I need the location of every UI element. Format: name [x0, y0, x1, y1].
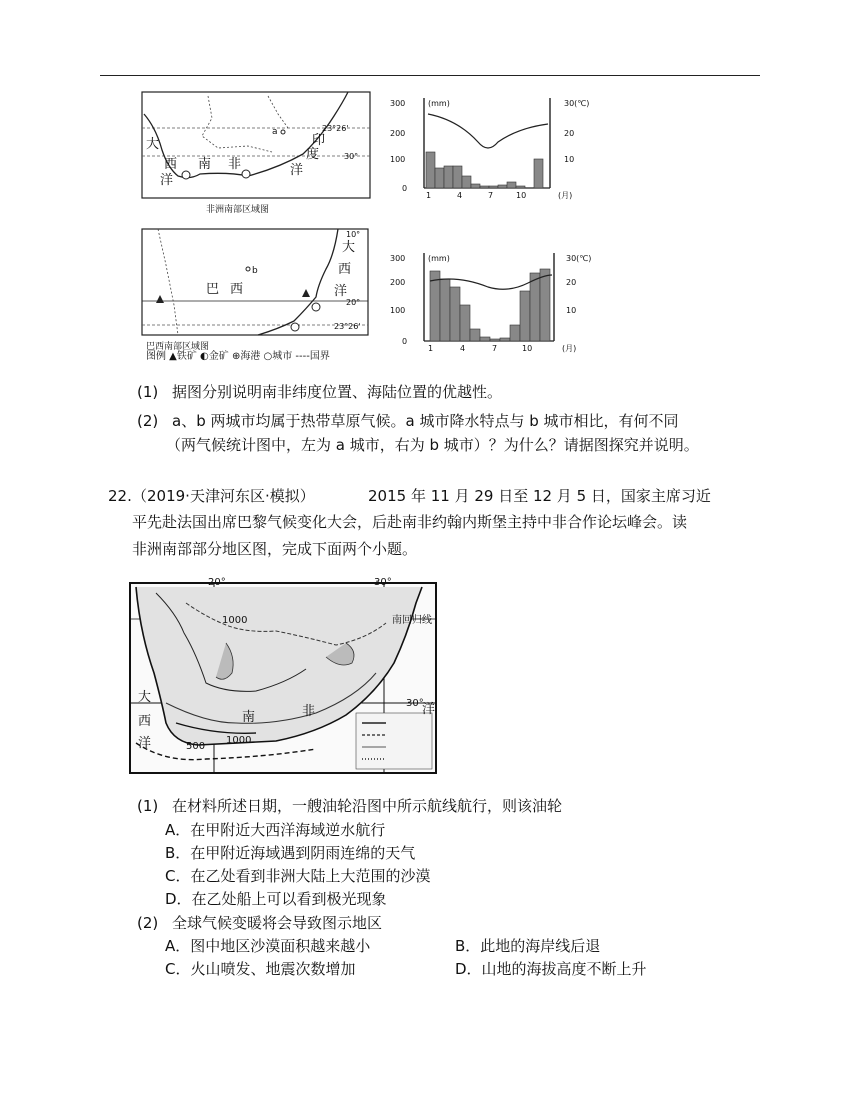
chart2-rtick-20: 20	[566, 278, 577, 287]
chart2-ytick-300: 300	[390, 254, 406, 263]
map1-letter-a: a	[272, 127, 278, 137]
chart2-xtick-4: 4	[460, 344, 466, 353]
q22-sub1-number: (1)	[137, 797, 159, 815]
map1-lat-mid: 30°	[344, 152, 359, 161]
chart1-rtick-20: 20	[564, 129, 575, 138]
q21-sub1-number: (1)	[137, 383, 159, 401]
q21-sub2-text-1: a、b 两城市均属于热带草原气候。a 城市降水特点与 b 城市相比，有何不同	[172, 412, 679, 430]
climate-chart-a	[388, 92, 618, 202]
chart1-unit-left: (mm)	[428, 99, 450, 108]
q22-map-contour-1: 1000	[222, 615, 248, 626]
chart2-unit-right: 30(℃)	[566, 254, 592, 263]
south-africa-map	[138, 88, 378, 218]
chart1-xtick-1: 1	[426, 191, 432, 200]
q22-stem-2: 平先赴法国出席巴黎气候变化大会，后赴南非约翰内斯堡主持中非合作论坛峰会。读	[132, 513, 688, 531]
q22-sub2-option-b[interactable]: B．此地的海岸线后退	[455, 937, 601, 955]
chart1-rtick-10: 10	[564, 155, 575, 164]
q21-sub2-text-2: （两气候统计图中，左为 a 城市，右为 b 城市）？为什么？请据图探究并说明。	[166, 436, 699, 454]
southern-africa-relief-map	[126, 573, 440, 779]
q22-source: （2019·天津河东区·模拟）	[132, 487, 315, 505]
q22-map-contour-2: 1000	[226, 735, 252, 746]
chart1-xtick-4: 4	[457, 191, 463, 200]
q22-sub2-text: 全球气候变暖将会导致图示地区	[172, 914, 383, 932]
map1-ocean-right-2: 度	[306, 147, 320, 162]
map2-letter-b: b	[252, 266, 258, 276]
header-rule	[100, 75, 760, 76]
chart1-unit-right: 30(℃)	[564, 99, 590, 108]
map1-region-2: 非	[228, 157, 242, 172]
chart2-xtick-10: 10	[522, 344, 533, 353]
map2-lat-bot: 23°26'	[334, 322, 361, 331]
chart2-xtick-7: 7	[492, 344, 498, 353]
q22-sub1-option-b[interactable]: B．在甲附近海域遇到阴雨连绵的天气	[165, 844, 416, 862]
q22-sub2-option-d[interactable]: D．山地的海拔高度不断上升	[455, 960, 647, 978]
map1-ocean-right-3: 洋	[290, 163, 304, 178]
map1-ocean-left-1: 大	[146, 137, 160, 152]
map1-region-1: 南	[198, 157, 212, 172]
q21-sub1-text: 据图分别说明南非纬度位置、海陆位置的优越性。	[172, 383, 503, 401]
q21-sub2-number: (2)	[137, 412, 159, 430]
map-legend: 图例 ▲铁矿 ◐金矿 ⊕海港 ○城市 ----国界	[146, 351, 330, 362]
chart1-xtick-10: 10	[516, 191, 527, 200]
q22-sub1-option-d[interactable]: D．在乙处船上可以看到极光现象	[165, 890, 387, 908]
q22-map-ocean-left-2: 西	[138, 714, 152, 729]
chart1-ytick-200: 200	[390, 129, 406, 138]
chart2-unit-left: (mm)	[428, 254, 450, 263]
q22-map-ocean-right: 洋	[422, 702, 436, 717]
q22-number: 22.	[108, 487, 132, 505]
q22-map-region-2: 非	[302, 704, 316, 719]
q22-map-lon30: 30°	[374, 577, 392, 588]
chart2-ytick-100: 100	[390, 306, 406, 315]
climate-chart-b	[388, 247, 618, 355]
q22-sub1-option-a[interactable]: A．在甲附近大西洋海域逆水航行	[165, 821, 386, 839]
q22-map-contour-3: 500	[186, 741, 206, 752]
map2-ocean-2: 西	[338, 262, 352, 277]
map2-lat-top: 10°	[346, 230, 361, 239]
q22-map-lon20: 20°	[208, 577, 226, 588]
map2-ocean-1: 大	[342, 240, 356, 255]
chart2-xunit: (月)	[562, 344, 577, 353]
chart1-xtick-7: 7	[488, 191, 494, 200]
chart1-xunit: (月)	[558, 191, 573, 200]
chart1-ytick-0: 0	[402, 184, 408, 193]
chart2-xtick-1: 1	[428, 344, 434, 353]
map2-country-2: 西	[230, 282, 244, 297]
map2-ocean-3: 洋	[334, 284, 348, 299]
q22-map-tropic: 南回归线	[392, 615, 432, 626]
map2-caption: 巴西南部区域图	[146, 342, 210, 352]
chart2-rtick-10: 10	[566, 306, 577, 315]
chart1-ytick-300: 300	[390, 99, 406, 108]
q22-sub1-text: 在材料所述日期，一艘油轮沿图中所示航线航行，则该油轮	[172, 797, 563, 815]
q22-sub2-option-a[interactable]: A．图中地区沙漠面积越来越小	[165, 937, 371, 955]
map1-lat-top: 23°26'	[322, 124, 349, 133]
q22-sub1-option-c[interactable]: C．在乙处看到非洲大陆上大范围的沙漠	[165, 867, 431, 885]
q22-map-region-1: 南	[242, 710, 256, 725]
map1-ocean-left-3: 洋	[160, 173, 174, 188]
map1-caption: 非洲南部区域图	[206, 205, 270, 215]
map1-ocean-right-1: 印	[312, 133, 326, 148]
q22-map-ocean-left-1: 大	[138, 690, 152, 705]
chart1-ytick-100: 100	[390, 155, 406, 164]
map1-ocean-left-2: 西	[164, 157, 178, 172]
q22-stem-3: 非洲南部部分地区图，完成下面两个小题。	[132, 540, 418, 558]
q22-map-lat30: 30°	[406, 698, 424, 709]
q22-sub2-number: (2)	[137, 914, 159, 932]
map2-country-1: 巴	[206, 282, 220, 297]
q22-stem-1: 2015 年 11 月 29 日至 12 月 5 日，国家主席习近	[368, 487, 711, 505]
chart2-ytick-0: 0	[402, 337, 408, 346]
q22-sub2-option-c[interactable]: C．火山喷发、地震次数增加	[165, 960, 356, 978]
chart2-ytick-200: 200	[390, 278, 406, 287]
q22-map-ocean-left-3: 洋	[138, 736, 152, 751]
map2-lat-mid: 20°	[346, 298, 361, 307]
brazil-map	[138, 225, 378, 355]
